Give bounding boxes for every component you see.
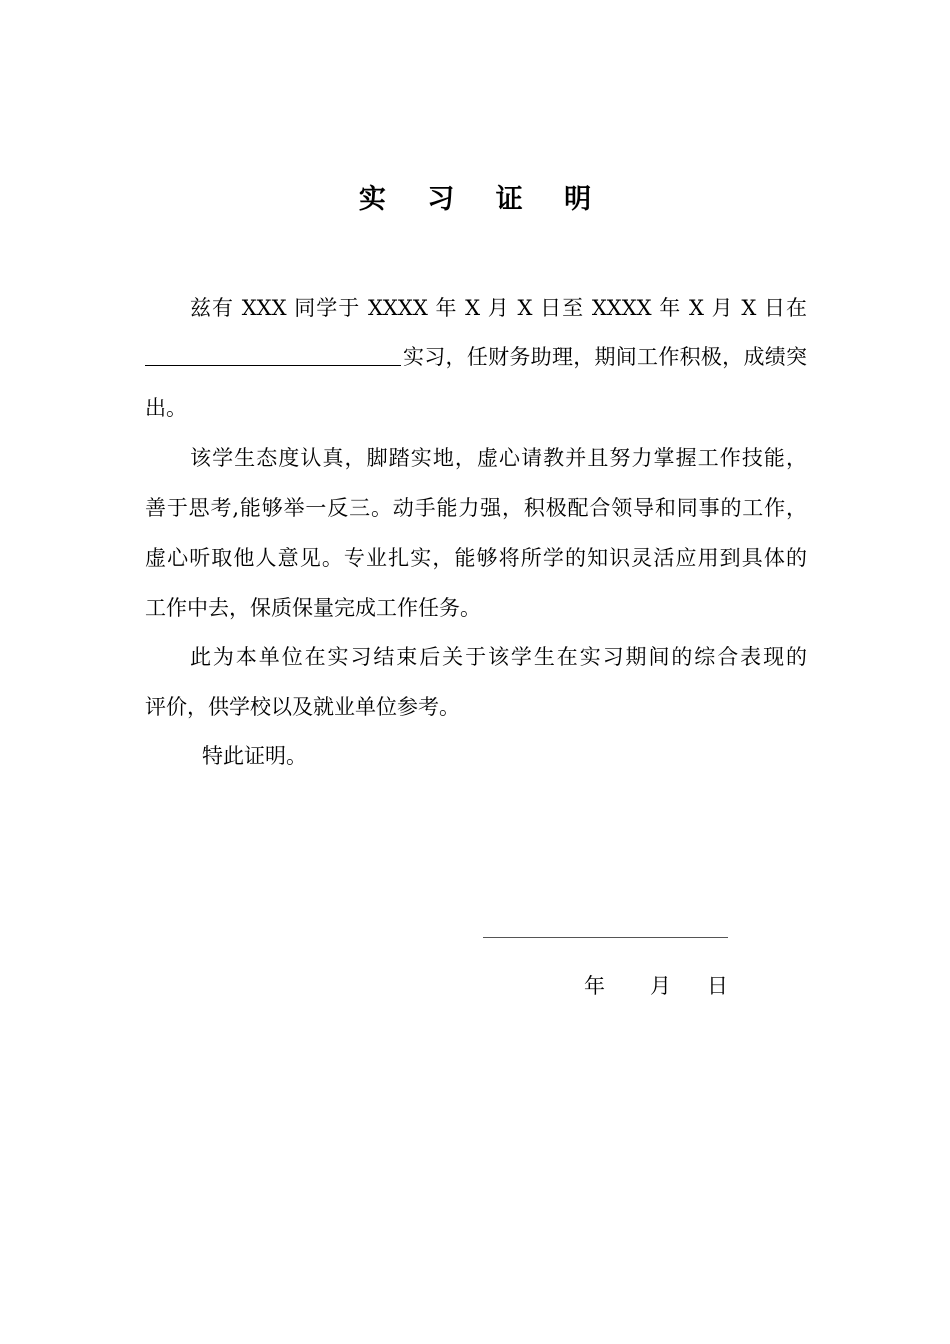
paragraph3-line1: 此为本单位在实习结束后关于该学生在实习期间的综合表现的 bbox=[190, 645, 807, 669]
signature-line bbox=[483, 937, 728, 938]
date-month-label: 月 bbox=[650, 974, 671, 998]
closing-text: 特此证明。 bbox=[202, 744, 307, 768]
paragraph1-line1: 兹有 XXX 同学于 XXXX 年 X 月 X 日至 XXXX 年 X 月 X 日在 bbox=[190, 296, 807, 320]
paragraph1-line2 bbox=[145, 342, 807, 372]
document-title: 实 习 证 明 bbox=[358, 184, 608, 215]
paragraph2-line2: 善于思考,能够举一反三。动手能力强，积极配合领导和同事的工作， bbox=[145, 496, 807, 520]
paragraph2-line1: 该学生态度认真，脚踏实地，虚心请教并且努力掌握工作技能， bbox=[190, 446, 807, 470]
paragraph1-line2-text: 实习，任财务助理，期间工作积极，成绩突 bbox=[403, 345, 807, 369]
date-day-label: 日 bbox=[707, 974, 728, 998]
company-blank-field bbox=[145, 343, 401, 366]
paragraph3-line2: 评价，供学校以及就业单位参考。 bbox=[145, 695, 460, 719]
paragraph2-line4: 工作中去，保质保量完成工作任务。 bbox=[145, 596, 481, 620]
date-year-label: 年 bbox=[584, 974, 605, 998]
paragraph2-line3: 虚心听取他人意见。专业扎实，能够将所学的知识灵活应用到具体的 bbox=[145, 546, 807, 570]
paragraph1-line3: 出。 bbox=[145, 396, 187, 420]
